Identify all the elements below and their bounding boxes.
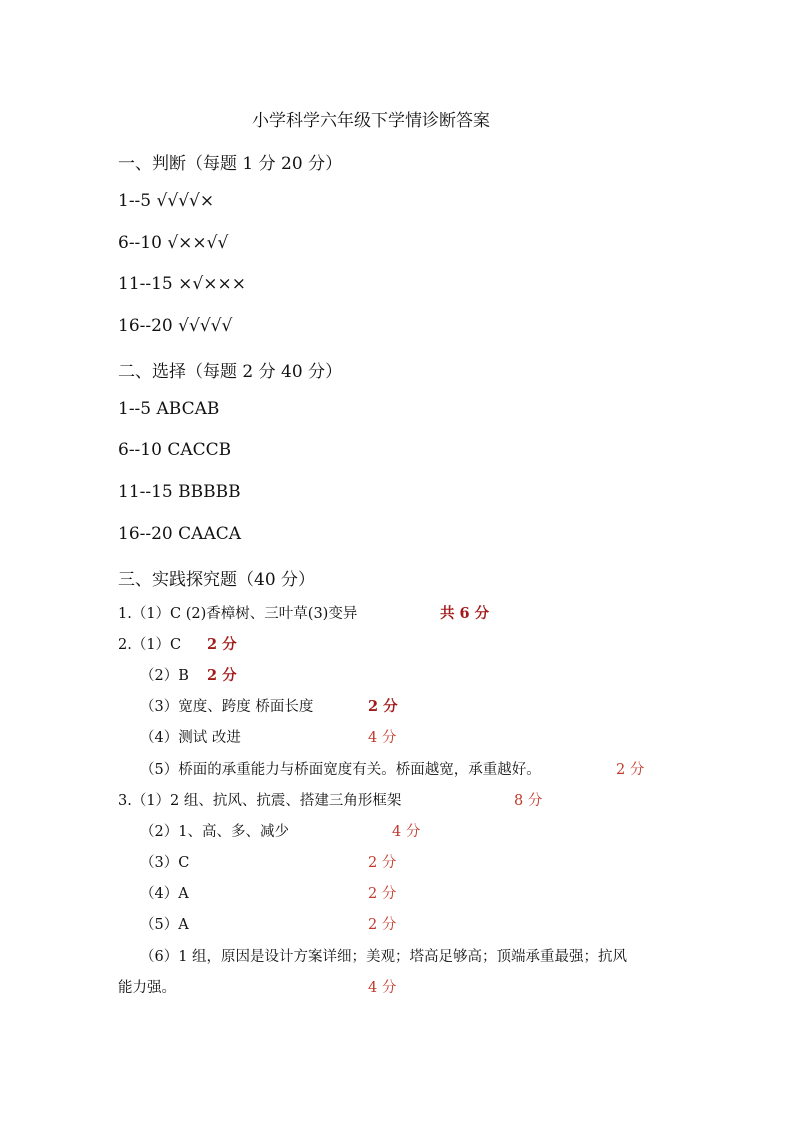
q2-4-answer: （4）测试 改进 <box>140 730 241 746</box>
judgment-row-4: 16--20 √√√√√ <box>118 316 233 336</box>
q3-3-score: 2 分 <box>368 855 397 871</box>
q3-5-answer: （5）A <box>140 917 189 933</box>
section-2-heading: 二、选择（每题 2 分 40 分） <box>118 362 343 382</box>
page-title: 小学科学六年级下学情诊断答案 <box>252 111 490 131</box>
q1-answer: 1.（1）C (2)香樟树、三叶草(3)变异 <box>118 606 358 622</box>
q2-2-score: 2 分 <box>207 667 237 684</box>
q2-5-score: 2 分 <box>616 762 645 778</box>
q3-3-answer: （3）C <box>140 855 190 871</box>
choice-row-4: 16--20 CAACA <box>118 524 242 544</box>
q3-6-answer-continued: 能力强。 <box>118 980 176 996</box>
q2-2-answer: （2）B <box>140 668 189 684</box>
q2-1-score: 2 分 <box>207 636 237 653</box>
q3-1-score: 8 分 <box>514 793 543 809</box>
q3-6-score: 4 分 <box>368 980 397 996</box>
q3-5-score: 2 分 <box>368 917 397 933</box>
section-3-heading: 三、实践探究题（40 分） <box>118 570 316 590</box>
q3-4-score: 2 分 <box>368 886 397 902</box>
q1-score: 共 6 分 <box>440 605 490 622</box>
q2-1-answer: 2.（1）C <box>118 637 182 653</box>
judgment-row-2: 6--10 √××√√ <box>118 233 229 253</box>
choice-row-1: 1--5 ABCAB <box>118 399 220 419</box>
q2-3-answer: （3）宽度、跨度 桥面长度 <box>140 699 314 715</box>
q2-4-score: 4 分 <box>368 730 397 746</box>
q2-5-answer: （5）桥面的承重能力与桥面宽度有关。桥面越宽，承重越好。 <box>140 762 541 778</box>
judgment-row-3: 11--15 ×√××× <box>118 274 246 294</box>
q3-6-answer: （6）1 组，原因是设计方案详细；美观；塔高足够高；顶端承重最强；抗风 <box>140 949 628 965</box>
choice-row-3: 11--15 BBBBB <box>118 482 241 502</box>
judgment-row-1: 1--5 √√√√× <box>118 191 215 211</box>
choice-row-2: 6--10 CACCB <box>118 440 232 460</box>
section-1-heading: 一、判断（每题 1 分 20 分） <box>118 154 343 174</box>
q3-2-answer: （2）1、高、多、减少 <box>140 824 289 840</box>
q3-4-answer: （4）A <box>140 886 189 902</box>
q3-2-score: 4 分 <box>392 824 421 840</box>
q2-3-score: 2 分 <box>368 698 398 715</box>
q3-1-answer: 3.（1）2 组、抗风、抗震、搭建三角形框架 <box>118 793 402 809</box>
